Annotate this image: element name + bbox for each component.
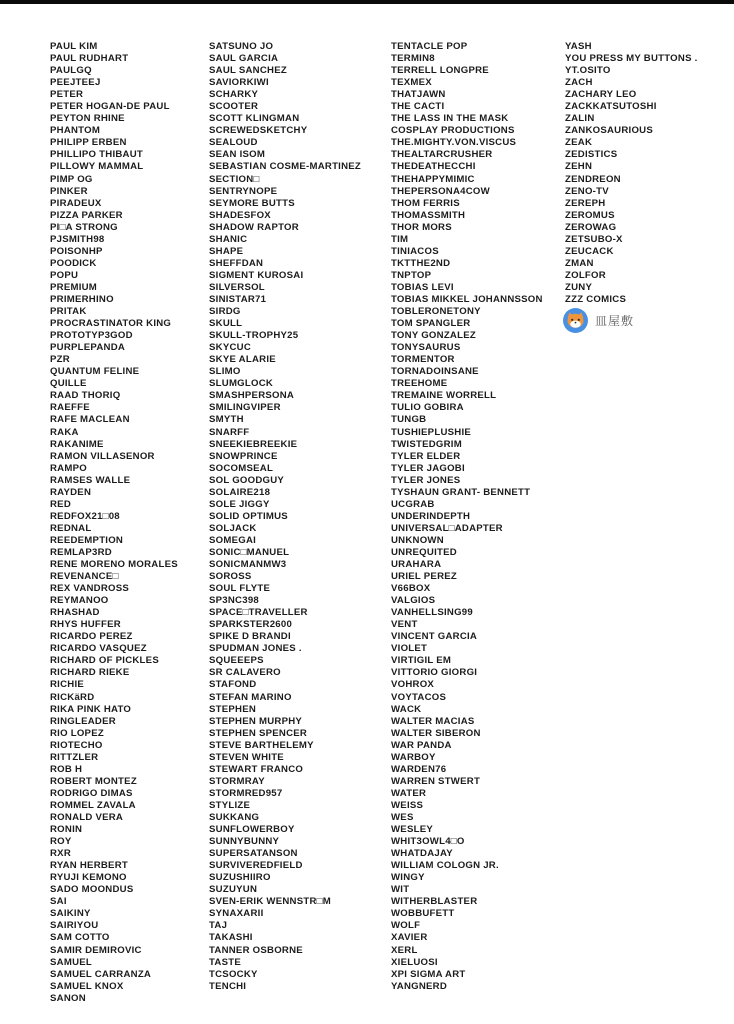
credit-name: PZR: [50, 354, 70, 366]
credit-name: VENT: [391, 619, 418, 631]
credit-name: PINKER: [50, 185, 88, 197]
credit-name: UNREQUITED: [391, 546, 457, 558]
credit-name: PROTOTYP3GOD: [50, 330, 133, 342]
credit-name: SUPERSATANSON: [209, 848, 298, 860]
credit-name: ZEUCACK: [565, 245, 614, 257]
credit-name: TEXMEX: [391, 77, 432, 89]
credit-name: RIO LOPEZ: [50, 727, 104, 739]
credit-name: PETER: [50, 89, 84, 101]
credit-name: WINGY: [391, 872, 425, 884]
credit-name: SNEEKIEBREEKIE: [209, 438, 298, 450]
credit-name: SUZUYUN: [209, 884, 258, 896]
credit-name: STEPHEN MURPHY: [209, 715, 303, 727]
credit-name: REDNAL: [50, 522, 92, 534]
credit-name: SIGMENT KUROSAI: [209, 269, 304, 281]
credit-name: ZOLFOR: [565, 269, 606, 281]
credit-name: SANON: [50, 992, 86, 1004]
credit-name: TYLER JAGOBI: [391, 462, 465, 474]
credit-name: STEFAN MARINO: [209, 691, 292, 703]
credit-name: STEVE BARTHELEMY: [209, 739, 314, 751]
credit-name: VANHELLSING99: [391, 607, 473, 619]
credit-name: SECTION□: [209, 173, 260, 185]
credit-name: VOHROX: [391, 679, 435, 691]
credit-name: POPU: [50, 269, 79, 281]
credit-name: SPARKSTER2600: [209, 619, 293, 631]
credit-name: SOLID OPTIMUS: [209, 510, 288, 522]
credit-name: TWISTEDGRIM: [391, 438, 462, 450]
credit-name: THE.MIGHTY.VON.VISCUS: [391, 137, 517, 149]
credit-name: STYLIZE: [209, 799, 251, 811]
credit-name: RIKA PINK HATO: [50, 703, 132, 715]
credit-name: SOCOMSEAL: [209, 462, 274, 474]
credit-name: WES: [391, 812, 414, 823]
credit-name: RAKA: [50, 426, 79, 438]
credit-name: SOUL FLYTE: [209, 583, 271, 595]
credit-name: RYAN HERBERT: [50, 860, 128, 872]
credit-name: SIRDG: [209, 306, 241, 318]
credit-name: TYLER JONES: [391, 474, 461, 486]
credit-name: PROCRASTINATOR KING: [50, 318, 172, 330]
credit-name: SCOTT KLINGMAN: [209, 113, 300, 125]
credit-name: THE LASS IN THE MASK: [391, 113, 509, 125]
credit-name: PJSMITH98: [50, 233, 105, 245]
credit-name: PRITAK: [50, 306, 87, 318]
credit-name: UNKNOWN: [391, 534, 444, 546]
credit-name: TAJ: [209, 920, 228, 932]
credit-name: ZEDISTICS: [565, 149, 618, 161]
credit-name: YANGNERD: [391, 980, 448, 992]
credit-name: SONICMANMW3: [209, 559, 287, 571]
credit-name: SCHARKY: [209, 89, 259, 101]
credit-name: SENTRYNOPE: [209, 185, 278, 197]
credit-name: SADO MOONDUS: [50, 884, 134, 896]
credit-name: RAMON VILLASENOR: [50, 450, 155, 462]
credit-name: SNARFF: [209, 426, 250, 438]
credit-name: SKULL-TROPHY25: [209, 330, 299, 342]
credit-name: COSPLAY PRODUCTIONS: [391, 125, 515, 137]
publisher-logo-label: 皿屋敷: [595, 314, 635, 328]
credit-name: THOMASSMITH: [391, 209, 466, 221]
credit-name: SOLE JIGGY: [209, 498, 270, 510]
credit-name: VINCENT GARCIA: [391, 631, 478, 643]
credit-name: THEALTARCRUSHER: [391, 149, 493, 161]
fox-avatar-icon: [563, 308, 588, 333]
credit-name: THOR MORS: [391, 221, 452, 233]
credit-name: WITHERBLASTER: [391, 896, 478, 908]
credit-name: SUNFLOWERBOY: [209, 824, 295, 836]
credit-name: PURPLEPANDA: [50, 342, 126, 354]
credit-name: WATER: [391, 787, 427, 799]
credit-name: PILLOWY MAMMAL: [50, 161, 144, 173]
credit-name: PI□A STRONG: [50, 221, 118, 233]
credit-name: TCSOCKY: [209, 968, 258, 980]
credit-name: RHYS HUFFER: [50, 619, 121, 631]
credit-name: SPIKE D BRANDI: [209, 631, 291, 643]
credit-name: REEDEMPTION: [50, 534, 124, 546]
credit-name: SAMUEL: [50, 956, 93, 968]
credit-name: ZACH: [565, 77, 593, 89]
credit-name: VIOLET: [391, 643, 428, 655]
credits-column-2: [209, 41, 361, 993]
credit-name: SKYE ALARIE: [209, 354, 276, 366]
credit-name: SEYMORE BUTTS: [209, 197, 295, 209]
credit-name: PHILIPP ERBEN: [50, 137, 127, 149]
credits-column-1: [50, 41, 178, 1005]
credit-name: PEYTON RHINE: [50, 113, 125, 125]
credit-name: WAR PANDA: [391, 739, 452, 751]
publisher-logo: [563, 308, 634, 333]
credit-name: PEEJTEEJ: [50, 77, 101, 89]
credit-name: ZANKOSAURIOUS: [565, 125, 653, 137]
credit-name: SAIRIYOU: [50, 920, 99, 932]
credit-name: QUILLE: [50, 378, 87, 390]
credit-name: TOBIAS MIKKEL JOHANNSSON: [391, 293, 543, 305]
credit-name: YOU PRESS MY BUTTONS .: [565, 53, 698, 65]
credit-name: SAMIR DEMIROVIC: [50, 944, 142, 956]
credit-name: SP3NC398: [209, 595, 259, 607]
credit-name: SUZUSHIIRO: [209, 872, 271, 884]
credit-name: REYMANOO: [50, 595, 109, 607]
credit-name: SHANIC: [209, 233, 248, 245]
credit-name: VOYTACOS: [391, 691, 447, 703]
credit-name: TENCHI: [209, 980, 247, 992]
credit-name: ZUNY: [565, 281, 593, 293]
credit-name: TAKASHI: [209, 932, 253, 944]
credit-name: WOBBUFETT: [391, 908, 455, 920]
credit-name: REVENANCE□: [50, 571, 119, 583]
credit-name: THEDEATHECCHI: [391, 161, 476, 173]
credit-name: WESLEY: [391, 824, 434, 836]
credit-name: URIEL PEREZ: [391, 571, 458, 583]
credit-name: SLUMGLOCK: [209, 378, 274, 390]
credit-name: RAFE MACLEAN: [50, 414, 130, 426]
credit-name: RAMSES WALLE: [50, 474, 131, 486]
credit-name: SR CALAVERO: [209, 667, 281, 679]
credit-name: PHANTOM: [50, 125, 101, 137]
credit-name: RICARDO PEREZ: [50, 631, 133, 643]
credit-name: TUNGB: [391, 414, 427, 426]
credit-name: SUKKANG: [209, 812, 260, 823]
credit-name: RONIN: [50, 824, 83, 836]
credit-name: VIRTIGIL EM: [391, 655, 452, 667]
credit-name: RONALD VERA: [50, 812, 124, 823]
credit-name: SKYCUC: [209, 342, 252, 354]
credit-name: ZENDREON: [565, 173, 621, 185]
credit-name: UNIVERSAL□ADAPTER: [391, 522, 503, 534]
credit-name: SAI: [50, 896, 67, 908]
credit-name: SEALOUD: [209, 137, 258, 149]
credits-column-4: [565, 41, 698, 306]
credit-name: RIOTECHO: [50, 739, 103, 751]
credit-name: SAUL GARCIA: [209, 53, 279, 65]
credit-name: SQUEEEPS: [209, 655, 264, 667]
credit-name: PHILLIPO THIBAUT: [50, 149, 144, 161]
credit-name: PIZZA PARKER: [50, 209, 123, 221]
credit-name: SPACE□TRAVELLER: [209, 607, 308, 619]
credit-name: REMLAP3RD: [50, 546, 112, 558]
credit-name: ZEHN: [565, 161, 593, 173]
credit-name: RICHARD OF PICKLES: [50, 655, 159, 667]
credit-name: ROBERT MONTEZ: [50, 775, 137, 787]
credit-name: TNPTOP: [391, 269, 432, 281]
credit-name: SOMEGAI: [209, 534, 257, 546]
credit-name: ZZZ COMICS: [565, 293, 627, 305]
credit-name: ROB H: [50, 763, 83, 775]
credit-name: TREEHOME: [391, 378, 448, 390]
credit-name: TENTACLE POP: [391, 41, 468, 52]
credit-name: SCOOTER: [209, 101, 259, 113]
credit-name: ZETSUBO-X: [565, 233, 623, 245]
credit-name: RAMPO: [50, 462, 87, 474]
credit-name: RINGLEADER: [50, 715, 116, 727]
credit-name: V66BOX: [391, 583, 431, 595]
credit-name: SATSUNO JO: [209, 41, 274, 52]
credit-name: UNDERINDEPTH: [391, 510, 471, 522]
credit-name: WHIT3OWL4□O: [391, 836, 465, 848]
credit-name: TERRELL LONGPRE: [391, 65, 489, 77]
credit-name: STAFOND: [209, 679, 257, 691]
credit-name: TOBLERONETONY: [391, 306, 481, 318]
credit-name: RICHIE: [50, 679, 85, 691]
credit-name: VALGIOS: [391, 595, 436, 607]
credit-name: UCGRAB: [391, 498, 435, 510]
credit-name: RYUJI KEMONO: [50, 872, 127, 884]
credit-name: THOM FERRIS: [391, 197, 460, 209]
credit-name: PAUL RUDHART: [50, 53, 129, 65]
credit-name: TANNER OSBORNE: [209, 944, 303, 956]
credit-name: WARBOY: [391, 751, 436, 763]
credit-name: TUSHIEPLUSHIE: [391, 426, 472, 438]
credit-name: SINISTAR71: [209, 293, 267, 305]
credit-name: PIRADEUX: [50, 197, 102, 209]
credit-name: RAKANIME: [50, 438, 104, 450]
credit-name: WALTER MACIAS: [391, 715, 475, 727]
credit-name: STEWART FRANCO: [209, 763, 304, 775]
credit-name: SHADESFOX: [209, 209, 271, 221]
credit-name: TORNADOINSANE: [391, 366, 479, 378]
credit-name: TINIACOS: [391, 245, 439, 257]
credit-name: RXR: [50, 848, 72, 860]
credit-name: SMYTH: [209, 414, 244, 426]
credit-name: TASTE: [209, 956, 241, 968]
credit-name: PETER HOGAN-DE PAUL: [50, 101, 170, 113]
credit-name: SUNNYBUNNY: [209, 836, 280, 848]
credit-name: POISONHP: [50, 245, 103, 257]
credit-name: SLIMO: [209, 366, 241, 378]
credit-name: TOM SPANGLER: [391, 318, 471, 330]
credit-name: WIT: [391, 884, 410, 896]
credit-name: RAEFFE: [50, 402, 90, 414]
credit-name: STEPHEN: [209, 703, 257, 715]
credit-name: THEPERSONA4COW: [391, 185, 490, 197]
credit-name: ROMMEL ZAVALA: [50, 799, 136, 811]
credit-name: SAUL SANCHEZ: [209, 65, 287, 77]
credit-name: RODRIGO DIMAS: [50, 787, 133, 799]
credit-name: TOBIAS LEVI: [391, 281, 454, 293]
credit-name: SKULL: [209, 318, 243, 330]
credit-name: YASH: [565, 41, 592, 52]
credit-name: TREMAINE WORRELL: [391, 390, 497, 402]
credit-name: XERL: [391, 944, 418, 956]
credit-name: RICARDO VASQUEZ: [50, 643, 147, 655]
credit-name: VITTORIO GIORGI: [391, 667, 478, 679]
credits-column-3: [391, 41, 543, 993]
credit-name: RENE MORENO MORALES: [50, 559, 178, 571]
credit-name: WALTER SIBERON: [391, 727, 481, 739]
credit-name: RED: [50, 498, 72, 510]
credit-name: SAM COTTO: [50, 932, 110, 944]
credit-name: WEISS: [391, 799, 424, 811]
credit-name: THEHAPPYMIMIC: [391, 173, 475, 185]
credit-name: SAMUEL KNOX: [50, 980, 124, 992]
credit-name: RICKäRD: [50, 691, 95, 703]
credit-name: THATJAWN: [391, 89, 446, 101]
credit-name: SMILINGVIPER: [209, 402, 281, 414]
credit-name: STORMRAY: [209, 775, 265, 787]
credit-name: WARREN STWERT: [391, 775, 481, 787]
credit-name: SONIC□MANUEL: [209, 546, 290, 558]
credit-name: ZEREPH: [565, 197, 606, 209]
credit-name: ZACKKATSUTOSHI: [565, 101, 657, 113]
credit-name: PRIMERHINO: [50, 293, 114, 305]
credit-name: SOLAIRE218: [209, 486, 271, 498]
credit-name: RICHARD RIEKE: [50, 667, 130, 679]
credit-name: SHAPE: [209, 245, 244, 257]
credit-name: SYNAXARII: [209, 908, 264, 920]
credit-name: TONYSAURUS: [391, 342, 461, 354]
credit-name: SEAN ISOM: [209, 149, 266, 161]
credit-name: TIM: [391, 233, 409, 245]
credit-name: RHASHAD: [50, 607, 100, 619]
credit-name: TYSHAUN GRANT- BENNETT: [391, 486, 531, 498]
credit-name: SCREWEDSKETCHY: [209, 125, 308, 137]
credit-name: TERMIN8: [391, 53, 435, 65]
credit-name: SPUDMAN JONES .: [209, 643, 302, 655]
credit-name: RAYDEN: [50, 486, 92, 498]
credit-name: PIMP OG: [50, 173, 93, 185]
credit-name: WHATDAJAY: [391, 848, 453, 860]
credit-name: SURVIVEREDFIELD: [209, 860, 303, 872]
credit-name: WACK: [391, 703, 422, 715]
credit-name: SAVIORKIWI: [209, 77, 269, 89]
credit-name: SHEFFDAN: [209, 257, 264, 269]
credit-name: URAHARA: [391, 559, 442, 571]
credit-name: STEPHEN SPENCER: [209, 727, 308, 739]
credit-name: TULIO GOBIRA: [391, 402, 464, 414]
credit-name: TONY GONZALEZ: [391, 330, 476, 342]
top-edge-border: [0, 0, 734, 4]
credit-name: SMASHPERSONA: [209, 390, 295, 402]
credit-name: SVEN-ERIK WENNSTR□M: [209, 896, 331, 908]
credit-name: STEVEN WHITE: [209, 751, 284, 763]
credit-name: ZENO-TV: [565, 185, 609, 197]
credit-name: SNOWPRINCE: [209, 450, 278, 462]
credit-name: ZEAK: [565, 137, 593, 149]
credit-name: SOLJACK: [209, 522, 257, 534]
credit-name: SAMUEL CARRANZA: [50, 968, 152, 980]
credit-name: SOROSS: [209, 571, 252, 583]
credit-name: XAVIER: [391, 932, 428, 944]
credit-name: ZALIN: [565, 113, 595, 125]
credit-name: REX VANDROSS: [50, 583, 130, 595]
credit-name: QUANTUM FELINE: [50, 366, 140, 378]
credit-name: SEBASTIAN COSME-MARTINEZ: [209, 161, 362, 173]
credit-name: ZMAN: [565, 257, 594, 269]
credit-name: XIELUOSI: [391, 956, 438, 968]
credit-name: ZEROMUS: [565, 209, 615, 221]
credit-name: PAUL KIM: [50, 41, 98, 52]
credit-name: SHADOW RAPTOR: [209, 221, 299, 233]
credit-name: SAIKINY: [50, 908, 91, 920]
credit-name: XPI SIGMA ART: [391, 968, 466, 980]
credit-name: THE CACTI: [391, 101, 445, 113]
credit-name: RITTZLER: [50, 751, 99, 763]
credit-name: TORMENTOR: [391, 354, 455, 366]
credit-name: REDFOX21□08: [50, 510, 120, 522]
credit-name: ROY: [50, 836, 72, 848]
credit-name: WILLIAM COLOGN JR.: [391, 860, 499, 872]
credit-name: SILVERSOL: [209, 281, 265, 293]
credit-name: STORMRED957: [209, 787, 283, 799]
credit-name: ZEROWAG: [565, 221, 617, 233]
credit-name: POODICK: [50, 257, 97, 269]
credit-name: WOLF: [391, 920, 421, 932]
credit-name: PREMIUM: [50, 281, 98, 293]
credit-name: ZACHARY LEO: [565, 89, 637, 101]
credit-name: YT.OSITO: [565, 65, 611, 77]
credit-name: RAAD THORIQ: [50, 390, 121, 402]
credit-name: WARDEN76: [391, 763, 447, 775]
credit-name: PAULGQ: [50, 65, 92, 77]
credit-name: SOL GOODGUY: [209, 474, 285, 486]
credit-name: TYLER ELDER: [391, 450, 461, 462]
credit-name: TKTTHE2ND: [391, 257, 451, 269]
